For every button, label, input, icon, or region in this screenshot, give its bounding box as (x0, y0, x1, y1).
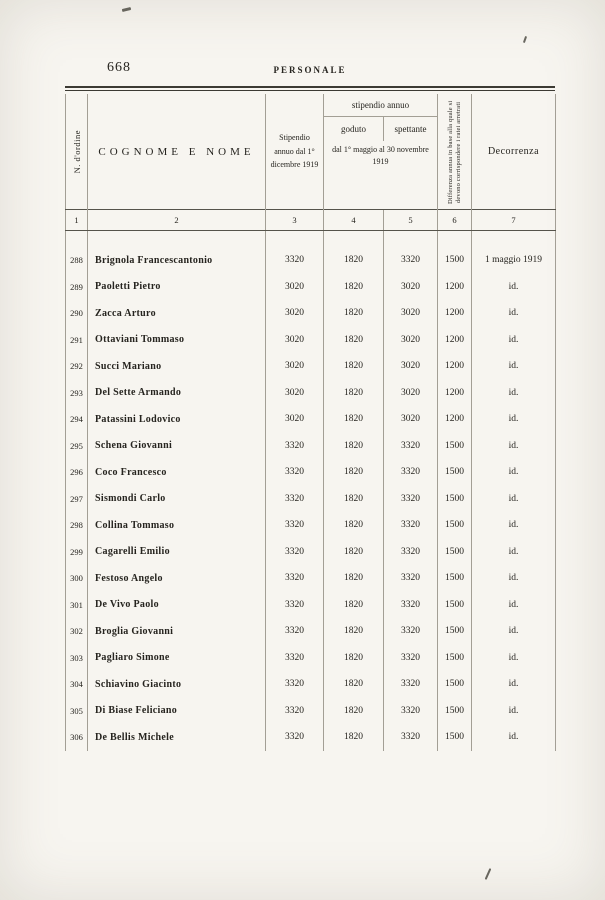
header-stipendio-annuo-group: stipendio annuo (324, 94, 438, 117)
row-number-cell: 293 (70, 387, 83, 398)
goduto-cell: 1820 (324, 671, 384, 698)
goduto-cell: 1820 (324, 539, 384, 566)
name-cell: Ottaviani Tommaso (88, 327, 266, 354)
differenza-cell: 1500 (438, 592, 472, 619)
page-header (65, 60, 555, 82)
spettante-cell: 3320 (384, 459, 438, 486)
row-number-cell: 291 (70, 334, 83, 345)
differenza-cell: 1200 (438, 406, 472, 433)
header-decorrenza: Decorrenza (472, 94, 556, 210)
name-cell: Di Biase Feliciano (88, 698, 266, 725)
goduto-cell: 1820 (324, 380, 384, 407)
stipendio-cell: 3320 (266, 539, 324, 566)
differenza-cell: 1200 (438, 300, 472, 327)
decorrenza-cell: id. (472, 433, 556, 460)
header-periodo: dal 1° maggio al 30 novembre 1919 (324, 141, 438, 210)
table-row (66, 406, 556, 433)
header-spettante: spettante (384, 117, 438, 142)
spettante-cell: 3320 (384, 698, 438, 725)
stipendio-cell: 3320 (266, 671, 324, 698)
goduto-cell: 1820 (324, 512, 384, 539)
name-cell: Broglia Giovanni (88, 618, 266, 645)
row-number-cell: 297 (70, 493, 83, 504)
name-cell: Schiavino Giacinto (88, 671, 266, 698)
decorrenza-cell: id. (472, 618, 556, 645)
goduto-cell: 1820 (324, 300, 384, 327)
decorrenza-cell: id. (472, 300, 556, 327)
goduto-cell: 1820 (324, 231, 384, 274)
goduto-cell: 1820 (324, 459, 384, 486)
stipendio-cell: 3020 (266, 274, 324, 301)
name-cell: Zacca Arturo (88, 300, 266, 327)
decorrenza-cell: id. (472, 459, 556, 486)
differenza-cell: 1500 (438, 231, 472, 274)
decorrenza-cell: id. (472, 671, 556, 698)
name-cell: Brignola Francescantonio (88, 231, 266, 274)
decorrenza-cell: id. (472, 565, 556, 592)
stipendio-cell: 3320 (266, 459, 324, 486)
stipendio-cell: 3020 (266, 300, 324, 327)
name-cell: Collina Tommaso (88, 512, 266, 539)
table-row (66, 327, 556, 354)
table-row (66, 671, 556, 698)
goduto-cell: 1820 (324, 724, 384, 751)
spettante-cell: 3020 (384, 380, 438, 407)
row-number-cell: 301 (70, 599, 83, 610)
table-row (66, 274, 556, 301)
stipendio-cell: 3020 (266, 406, 324, 433)
differenza-cell: 1500 (438, 645, 472, 672)
decorrenza-cell: id. (472, 380, 556, 407)
column-number: 1 (66, 210, 88, 231)
differenza-cell: 1500 (438, 433, 472, 460)
stipendio-cell: 3320 (266, 512, 324, 539)
stipendio-cell: 3320 (266, 231, 324, 274)
goduto-cell: 1820 (324, 618, 384, 645)
header-rule (65, 86, 555, 91)
row-number-cell: 296 (70, 467, 83, 478)
differenza-cell: 1500 (438, 539, 472, 566)
name-cell: De Bellis Michele (88, 724, 266, 751)
differenza-cell: 1500 (438, 724, 472, 751)
table-row (66, 353, 556, 380)
spettante-cell: 3020 (384, 327, 438, 354)
name-cell: Del Sette Armando (88, 380, 266, 407)
stipendio-cell: 3020 (266, 327, 324, 354)
column-number: 5 (384, 210, 438, 231)
table-row (66, 645, 556, 672)
header-n-ordine: N. d'ordine (71, 129, 82, 174)
differenza-cell: 1500 (438, 486, 472, 513)
decorrenza-cell: id. (472, 645, 556, 672)
stipendio-cell: 3320 (266, 645, 324, 672)
stipendio-cell: 3320 (266, 565, 324, 592)
row-number-cell: 300 (70, 573, 83, 584)
goduto-cell: 1820 (324, 565, 384, 592)
spettante-cell: 3320 (384, 618, 438, 645)
decorrenza-cell: id. (472, 698, 556, 725)
table-row (66, 618, 556, 645)
header-differenza: Differenza annua in base alla quale si devono corrispondere i ratei arretrati (438, 94, 472, 210)
name-cell: Coco Francesco (88, 459, 266, 486)
table-row (66, 539, 556, 566)
row-number-cell: 302 (70, 626, 83, 637)
differenza-cell: 1200 (438, 274, 472, 301)
goduto-cell: 1820 (324, 406, 384, 433)
goduto-cell: 1820 (324, 698, 384, 725)
goduto-cell: 1820 (324, 353, 384, 380)
table-header (66, 94, 556, 231)
goduto-cell: 1820 (324, 274, 384, 301)
differenza-cell: 1200 (438, 353, 472, 380)
name-cell: Cagarelli Emilio (88, 539, 266, 566)
column-number: 3 (266, 210, 324, 231)
table-body (66, 231, 556, 751)
row-number-cell: 304 (70, 679, 83, 690)
row-number-cell: 289 (70, 281, 83, 292)
column-number-row (66, 210, 556, 231)
column-number: 7 (472, 210, 556, 231)
name-cell: Patassini Lodovico (88, 406, 266, 433)
scan-artifact (485, 868, 492, 880)
stipendio-cell: 3320 (266, 618, 324, 645)
table-row (66, 300, 556, 327)
name-cell: Schena Giovanni (88, 433, 266, 460)
goduto-cell: 1820 (324, 486, 384, 513)
stipendio-cell: 3320 (266, 486, 324, 513)
row-number-cell: 295 (70, 440, 83, 451)
name-cell: Festoso Angelo (88, 565, 266, 592)
decorrenza-cell: id. (472, 724, 556, 751)
decorrenza-cell: id. (472, 592, 556, 619)
stipendio-cell: 3320 (266, 592, 324, 619)
name-cell: De Vivo Paolo (88, 592, 266, 619)
stipendio-cell: 3320 (266, 698, 324, 725)
decorrenza-cell: id. (472, 327, 556, 354)
running-title: PERSONALE (273, 65, 347, 75)
goduto-cell: 1820 (324, 645, 384, 672)
table-row (66, 380, 556, 407)
row-number-cell: 288 (70, 255, 83, 266)
decorrenza-cell: 1 maggio 1919 (472, 231, 556, 274)
header-goduto: goduto (324, 117, 384, 142)
row-number-cell: 290 (70, 308, 83, 319)
stipendio-cell: 3320 (266, 724, 324, 751)
differenza-cell: 1200 (438, 380, 472, 407)
spettante-cell: 3320 (384, 231, 438, 274)
row-number-cell: 305 (70, 705, 83, 716)
spettante-cell: 3020 (384, 274, 438, 301)
row-number-cell: 298 (70, 520, 83, 531)
decorrenza-cell: id. (472, 512, 556, 539)
decorrenza-cell: id. (472, 274, 556, 301)
row-number-cell: 306 (70, 732, 83, 743)
column-number: 6 (438, 210, 472, 231)
spettante-cell: 3320 (384, 565, 438, 592)
table-row (66, 433, 556, 460)
header-stipendio-dicembre: Stipendio annuo dal 1° dicembre 1919 (266, 94, 324, 210)
column-number: 2 (88, 210, 266, 231)
header-cognome-e-nome: COGNOME E NOME (88, 94, 266, 210)
stipendio-cell: 3020 (266, 353, 324, 380)
table-row (66, 724, 556, 751)
table-row (66, 565, 556, 592)
spettante-cell: 3320 (384, 539, 438, 566)
differenza-cell: 1500 (438, 618, 472, 645)
stipendio-cell: 3320 (266, 433, 324, 460)
table-row (66, 592, 556, 619)
decorrenza-cell: id. (472, 353, 556, 380)
spettante-cell: 3020 (384, 353, 438, 380)
differenza-cell: 1500 (438, 459, 472, 486)
spettante-cell: 3320 (384, 486, 438, 513)
differenza-cell: 1500 (438, 698, 472, 725)
table-row (66, 459, 556, 486)
name-cell: Paoletti Pietro (88, 274, 266, 301)
name-cell: Pagliaro Simone (88, 645, 266, 672)
table-row (66, 512, 556, 539)
spettante-cell: 3320 (384, 671, 438, 698)
stipendio-cell: 3020 (266, 380, 324, 407)
table-row (66, 698, 556, 725)
goduto-cell: 1820 (324, 327, 384, 354)
differenza-cell: 1500 (438, 565, 472, 592)
differenza-cell: 1200 (438, 327, 472, 354)
spettante-cell: 3320 (384, 592, 438, 619)
spettante-cell: 3020 (384, 300, 438, 327)
decorrenza-cell: id. (472, 406, 556, 433)
differenza-cell: 1500 (438, 512, 472, 539)
page-number: 668 (107, 60, 131, 75)
row-number-cell: 303 (70, 652, 83, 663)
name-cell: Sismondi Carlo (88, 486, 266, 513)
scan-artifact (523, 36, 527, 43)
spettante-cell: 3020 (384, 406, 438, 433)
spettante-cell: 3320 (384, 645, 438, 672)
decorrenza-cell: id. (472, 486, 556, 513)
spettante-cell: 3320 (384, 512, 438, 539)
goduto-cell: 1820 (324, 433, 384, 460)
spettante-cell: 3320 (384, 724, 438, 751)
scan-artifact (122, 7, 131, 12)
decorrenza-cell: id. (472, 539, 556, 566)
goduto-cell: 1820 (324, 592, 384, 619)
row-number-cell: 294 (70, 414, 83, 425)
table-row (66, 231, 556, 274)
row-number-cell: 299 (70, 546, 83, 557)
personnel-table (65, 94, 556, 751)
name-cell: Succi Mariano (88, 353, 266, 380)
column-number: 4 (324, 210, 384, 231)
spettante-cell: 3320 (384, 433, 438, 460)
table-row (66, 486, 556, 513)
differenza-cell: 1500 (438, 671, 472, 698)
row-number-cell: 292 (70, 361, 83, 372)
